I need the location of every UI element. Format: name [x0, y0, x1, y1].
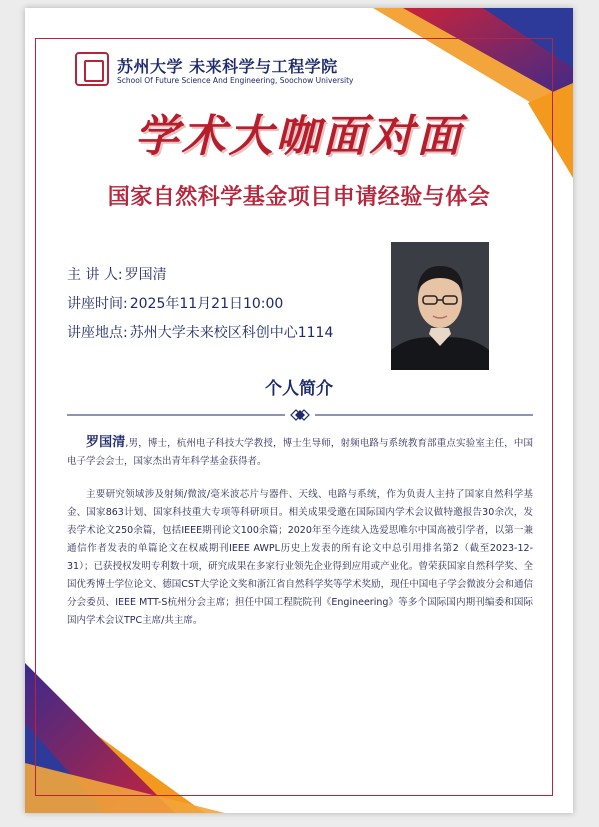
intro-title: 个人简介 — [265, 379, 333, 399]
bio-paragraph-2: 主要研究领域涉及射频/微波/毫米波芯片与器件、天线、电路与系统，作为负责人主持了国家自然科学基金、国家863计划、国家科技重大专项等科研项目。相关成果受邀在国际国内学术会议做特邀报告30余次，发表学术论文250余篇，包括IEEE期刊论文100余篇；2020年至今连续入选爱思唯尔中国高被引学者，以第一兼通信作者发表的单篇论文在权威期刊IEEE AWPL历史上发表的所有论文中总引用排名第2（截至2023-12-31）；已获授权发明专利数十项，研究成果在多家行业领先企业得到应用或产业化。曾荣获国家自然科学奖、全国优秀博士学位论文、德国CST大学论文奖和浙江省自然科学奖等学术奖励，现任中国电子学会微波分会和通信分会委员、IEEE MTT-S杭州分会主席；担任中国工程院院刊《Engineering》等多个国际国内期刊编委和国际国内学术会议TPC主席/共主席。 — [67, 489, 533, 626]
time-value: 2025年11月21日10:00 — [129, 296, 284, 312]
speaker-value: 罗国清 — [124, 267, 167, 283]
speaker-label: 主 讲 人: — [67, 267, 123, 283]
speaker-photo — [391, 242, 489, 370]
time-label: 讲座时间: — [67, 296, 128, 312]
poster — [25, 8, 573, 813]
time-line — [67, 293, 283, 313]
section-divider — [67, 409, 533, 421]
bio-paragraph-1-text: ,男，博士，杭州电子科技大学教授，博士生导师，射频电路与系统教育部重点实验室主任，中国电子学会会士，国家杰出青年科学基金获得者。 — [67, 438, 533, 467]
main-title: 学术大咖面对面 — [134, 111, 464, 162]
bio-paragraph-1 — [67, 434, 533, 471]
bio-name: 罗国清 — [86, 435, 126, 450]
place-label: 讲座地点: — [67, 325, 128, 341]
speaker-line — [67, 264, 167, 284]
school-name-cn: 苏州大学 未来科学与工程学院 — [117, 57, 338, 76]
portrait-illustration — [391, 242, 489, 370]
school-logo — [75, 52, 109, 86]
place-value: 苏州大学未来校区科创中心1114 — [129, 325, 334, 341]
school-name-en: School Of Future Science And Engineering, Soochow University — [117, 76, 354, 85]
place-line — [67, 322, 333, 342]
subtitle: 国家自然科学基金项目申请经验与体会 — [107, 185, 491, 210]
